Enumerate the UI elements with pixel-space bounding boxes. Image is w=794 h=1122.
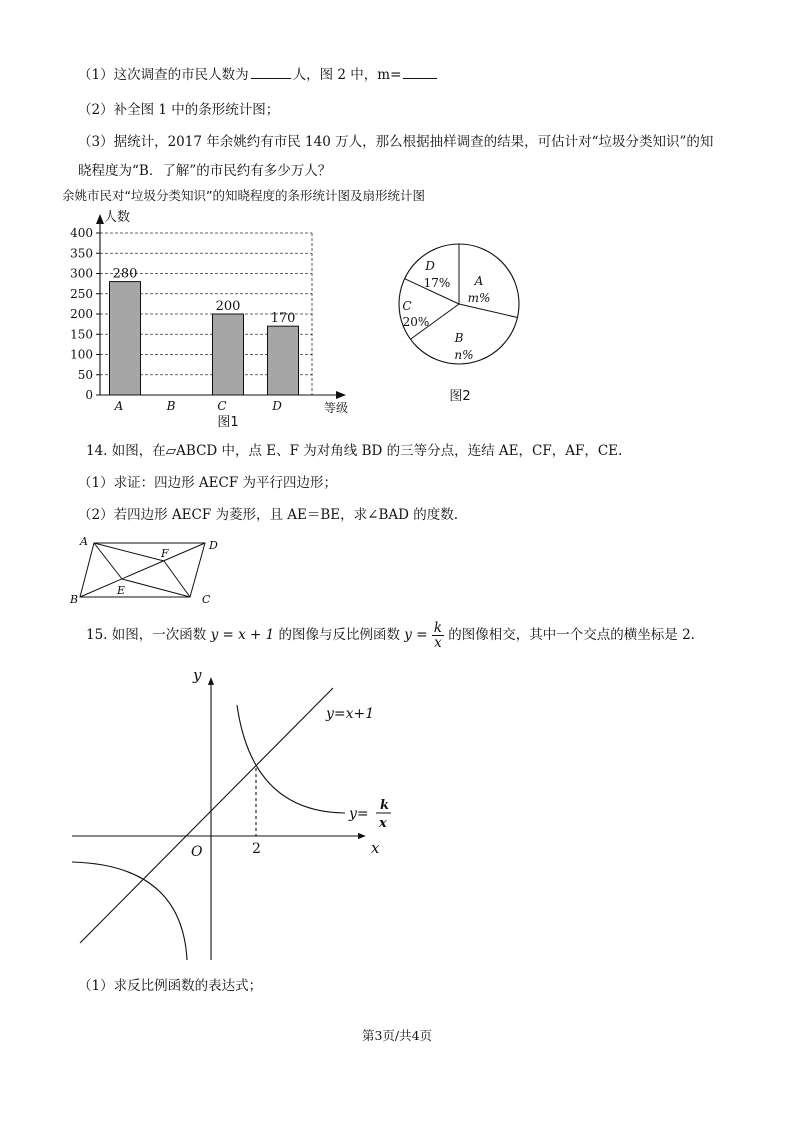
label-b: B <box>70 593 79 606</box>
q13-part1-text-a: （1）这次调查的市民人数为 <box>78 67 249 83</box>
bar-ylabel: 人数 <box>104 210 131 225</box>
q15-part1: （1）求反比例函数的表达式； <box>78 978 263 994</box>
hyperbola-branch-2 <box>72 862 187 960</box>
y-tick-label: 100 <box>70 347 93 362</box>
q13-part2: （2）补全图 1 中的条形统计图； <box>78 102 280 118</box>
q14-stem: 14. 如图，在▱ABCD 中，点 E、F 为对角线 BD 的三等分点，连结 AE，CF，AF，CE. <box>86 443 623 459</box>
line-y-x-plus-1 <box>80 688 333 943</box>
q15-text-a: 15. 如图，一次函数 <box>86 627 211 643</box>
curve-label-x: x <box>379 816 387 831</box>
x-category-label: A <box>114 399 124 413</box>
q14-part2: （2）若四边形 AECF 为菱形，且 AE＝BE，求∠BAD 的度数. <box>78 507 459 523</box>
pie-slice-label: 17% <box>423 276 451 290</box>
pie-slice-name: A <box>474 274 484 288</box>
pie-slice-name: D <box>425 259 435 273</box>
origin-label: O <box>191 844 203 860</box>
line-label: y=x+1 <box>326 706 375 722</box>
q15-linear-fn: y = x + 1 <box>210 627 275 643</box>
y-tick-label: 50 <box>77 367 93 382</box>
label-d: D <box>209 539 218 552</box>
curve-label-y: y= <box>349 806 369 822</box>
q15-inverse-fn-lhs: y = <box>404 627 428 643</box>
bar-chart-caption: 图1 <box>217 415 239 430</box>
y-tick-label: 200 <box>70 307 93 321</box>
label-f: F <box>161 547 169 560</box>
pie-chart-caption: 图2 <box>449 389 471 404</box>
label-a: A <box>80 535 88 548</box>
bar-value-label: 280 <box>112 266 138 282</box>
chart-heading: 余姚市民对“垃圾分类知识”的知晓程度的条形统计图及扇形统计图 <box>62 188 425 203</box>
y-axis-label: y <box>193 666 202 684</box>
pie-slice-label: m% <box>467 291 491 305</box>
page-footer: 第3页/共4页 <box>361 1028 433 1043</box>
label-e: E <box>117 584 126 597</box>
pie-slice-name: C <box>402 299 412 313</box>
q13-part3-line2: 晓程度为“B．了解”的市民约有多少万人？ <box>78 163 332 179</box>
x-category-label: B <box>166 399 176 413</box>
pie-slice-label: n% <box>454 348 474 362</box>
q13-part1-text-b: 人，图 2 中，m= <box>292 67 402 83</box>
y-tick-label: 300 <box>70 266 93 281</box>
y-tick-label: 0 <box>85 388 93 402</box>
x-category-label: D <box>272 399 282 413</box>
q14-part1: （1）求证：四边形 AECF 为平行四边形； <box>78 475 337 491</box>
q13-part3-line1: （3）据统计，2017 年余姚约有市民 140 万人，那么根据抽样调查的结果，可估计对“垃圾分类知识”的知 <box>78 134 714 150</box>
q15-frac-den: x <box>434 635 442 651</box>
bar-value-label: 170 <box>270 311 296 327</box>
pie-slice-label: 20% <box>402 315 430 329</box>
y-tick-label: 150 <box>70 327 93 342</box>
pie-slice-name: B <box>454 331 464 345</box>
y-tick-label: 400 <box>70 226 93 240</box>
q15-frac-num: k <box>433 620 442 636</box>
tick-2-label: 2 <box>252 841 261 857</box>
q15-text-b: 的图像与反比例函数 <box>274 627 405 643</box>
bar-xlabel: 等级 <box>324 401 349 415</box>
label-c: C <box>202 593 211 606</box>
x-axis-label: x <box>371 839 380 857</box>
y-tick-label: 250 <box>70 286 93 301</box>
q15-text-c: 的图像相交，其中一个交点的横坐标是 2. <box>444 627 695 643</box>
x-category-label: C <box>217 399 227 413</box>
y-tick-label: 350 <box>70 246 93 261</box>
bar-value-label: 200 <box>215 299 241 314</box>
curve-label-k: k <box>380 798 390 813</box>
